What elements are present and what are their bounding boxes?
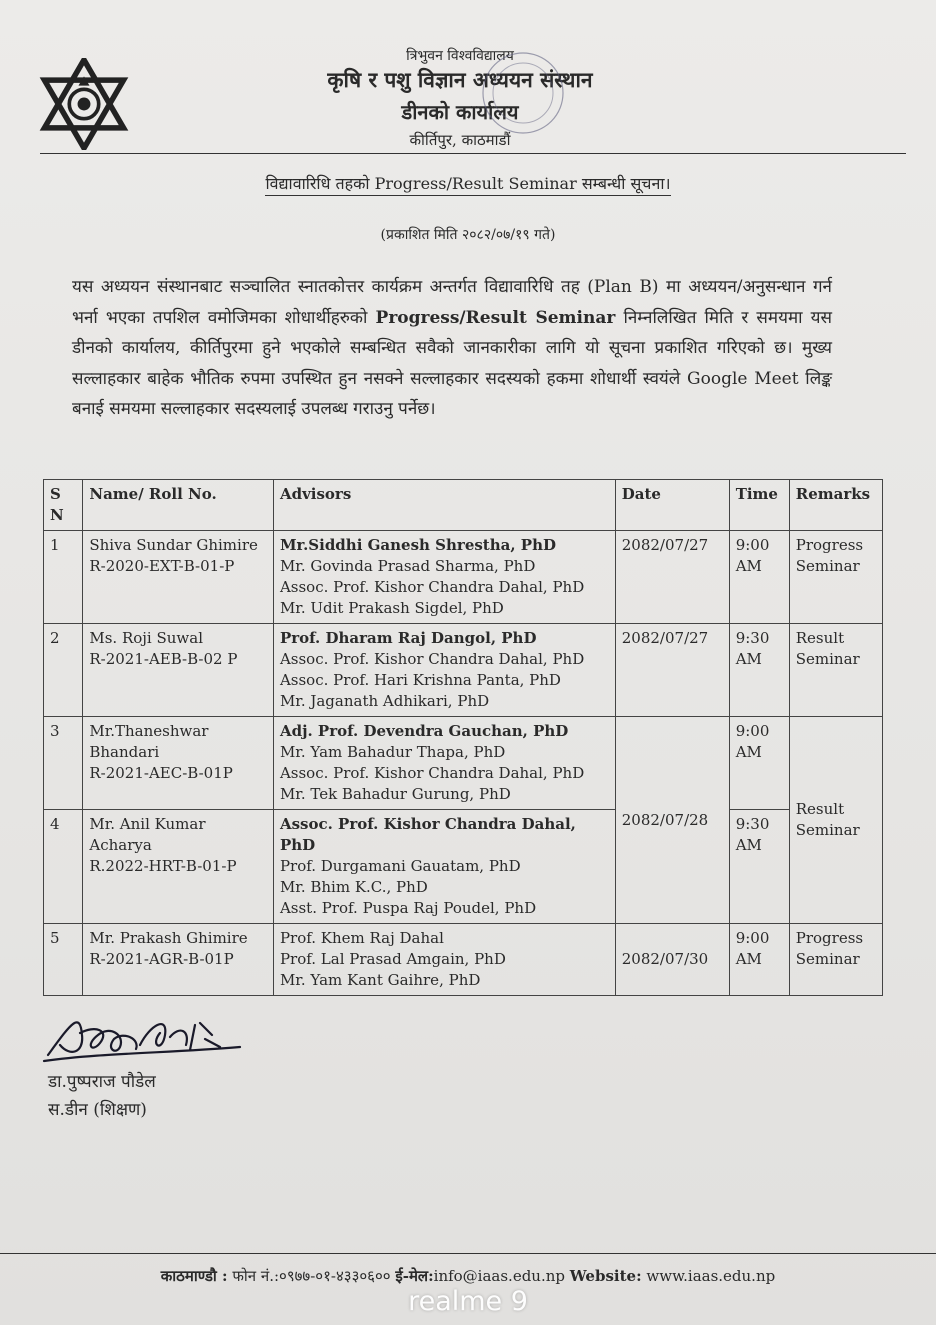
signatory-title: स.डीन (शिक्षण) [48,1100,147,1120]
roll-number: R.2022-HRT-B-01-P [89,857,237,875]
seminar-remarks: Progress Seminar [789,531,882,624]
signatory-name: डा.पुष्पराज पौडेल [48,1072,156,1092]
advisor: Asst. Prof. Puspa Raj Poudel, PhD [279,899,537,917]
institute-name: कृषि र पशु विज्ञान अध्ययन संस्थान [327,67,593,92]
advisors-cell [273,531,615,624]
advisor: Mr. Jaganath Adhikari, PhD [279,692,490,710]
table-row [44,924,883,996]
advisor: Mr. Udit Prakash Sigdel, PhD [279,599,504,617]
advisor: Prof. Khem Raj Dahal [279,929,444,947]
main-advisor: Mr.Siddhi Ganesh Shrestha, PhD [279,536,556,554]
row-sn: 2 [44,624,83,717]
roll-number: R-2021-AEC-B-01P [89,764,233,782]
student-cell [83,624,274,717]
advisor: Mr. Govinda Prasad Sharma, PhD [279,557,536,575]
table-row [44,717,883,810]
header-remarks: Remarks [789,480,882,531]
row-sn: 5 [44,924,83,996]
table-row [44,810,883,924]
notice-title: विद्यावारिधि तहको Progress/Result Seminar सम्बन्धी सूचना। [0,172,936,194]
footer-email-label: ई-मेल: [395,1267,434,1285]
seminar-date: 2082/07/30 [615,924,729,996]
seminar-time: 9:00 AM [729,717,789,810]
main-advisor: Adj. Prof. Devendra Gauchan, PhD [279,722,569,740]
advisor: Prof. Durgamani Gauatam, PhD [279,857,521,875]
seminar-remarks: Result Seminar [789,624,882,717]
seminar-date: 2082/07/27 [615,531,729,624]
university-name: त्रिभुवन विश्वविद्यालय [406,48,514,64]
student-name: Mr.Thaneshwar Bhandari [89,722,209,761]
footer-website-label: Website: [569,1267,642,1285]
main-advisor: Assoc. Prof. Kishor Chandra Dahal, PhD [279,815,576,854]
student-cell [83,810,274,924]
advisors-cell [273,924,615,996]
table-row [44,624,883,717]
header-time: Time [729,480,789,531]
row-sn: 1 [44,531,83,624]
office-name: डीनको कार्यालय [401,100,519,124]
advisor: Mr. Bhim K.C., PhD [279,878,428,896]
tribhuvan-university-logo [38,58,130,150]
roll-number: R-2021-AEB-B-02 P [89,650,238,668]
seminar-time: 9:30 AM [729,810,789,924]
footer-website[interactable]: www.iaas.edu.np [646,1267,776,1285]
table-row [44,531,883,624]
footer-city: काठमाण्डौ : [160,1267,228,1285]
seminar-schedule-table [43,479,883,996]
seminar-time: 9:00 AM [729,531,789,624]
student-cell [83,924,274,996]
main-advisor: Prof. Dharam Raj Dangol, PhD [279,629,537,647]
camera-watermark: realme 9 [408,1286,528,1317]
advisors-cell [273,717,615,810]
footer-divider [0,1253,936,1254]
row-sn: 3 [44,717,83,810]
student-cell [83,717,274,810]
header-date: Date [615,480,729,531]
advisor: Mr. Yam Kant Gaihre, PhD [279,971,481,989]
footer-phone: फोन नं.:०९७७-०१-४३३०६०० [232,1267,391,1285]
handwritten-signature [40,995,260,1070]
seminar-date: 2082/07/28 [615,717,729,924]
office-seal-stamp [478,48,568,138]
table-header-row [44,480,883,531]
advisor: Assoc. Prof. Hari Krishna Panta, PhD [279,671,561,689]
roll-number: R-2020-EXT-B-01-P [89,557,235,575]
seminar-time: 9:00 AM [729,924,789,996]
seminar-time: 9:30 AM [729,624,789,717]
advisor: Assoc. Prof. Kishor Chandra Dahal, PhD [279,578,585,596]
advisor: Mr. Yam Bahadur Thapa, PhD [279,743,506,761]
notice-body: यस अध्ययन संस्थानबाट सञ्चालित स्नातकोत्तर कार्यक्रम अन्तर्गत विद्यावारिधि तह (Plan B) मा अध्ययन/अनुसन्धान गर्न भर्ना भएका तपशिल वमोजिमका शोधार्थीहरुको Progress/Result Seminar निम्नलिखित मिति र समयमा यस डीनको कार्यालय, कीर्तिपुरमा हुने भएकोले सम्बन्धित सवैको जानकारीका लागि यो सूचना प्रकाशित गरिएको छ। मुख्य सल्लाहकार बाहेक भौतिक रुपमा उपस्थित हुन नसक्ने सल्लाहकार सदस्यको हकमा शोधार्थी स्वयंले Google Meet लिङ्क बनाई समयमा सल्लाहकार सदस्यलाई उपलब्ध गराउनु पर्नेछ। [72,277,832,419]
footer-email[interactable]: info@iaas.edu.np [433,1267,566,1285]
header-name: Name/ Roll No. [83,480,274,531]
office-location: कीर्तिपुर, काठमाडौं [409,131,511,149]
header-divider [40,153,906,154]
student-name: Shiva Sundar Ghimire [89,536,258,554]
advisor: Mr. Tek Bahadur Gurung, PhD [279,785,511,803]
roll-number: R-2021-AGR-B-01P [89,950,234,968]
student-name: Mr. Prakash Ghimire [89,929,248,947]
advisor: Assoc. Prof. Kishor Chandra Dahal, PhD [279,764,585,782]
advisor: Prof. Lal Prasad Amgain, PhD [279,950,506,968]
seminar-remarks: Result Seminar [789,717,882,924]
seminar-remarks: Progress Seminar [789,924,882,996]
seminar-date: 2082/07/27 [615,624,729,717]
published-date: (प्रकाशित मिति २०८२/०७/१९ गते) [380,227,556,243]
header-advisors: Advisors [273,480,615,531]
advisors-cell [273,624,615,717]
student-cell [83,531,274,624]
student-name: Ms. Roji Suwal [89,629,204,647]
student-name: Mr. Anil Kumar Acharya [89,815,206,854]
header-sn: S N [44,480,83,531]
row-sn: 4 [44,810,83,924]
footer-contact [0,1266,936,1286]
advisors-cell [273,810,615,924]
advisor: Assoc. Prof. Kishor Chandra Dahal, PhD [279,650,585,668]
